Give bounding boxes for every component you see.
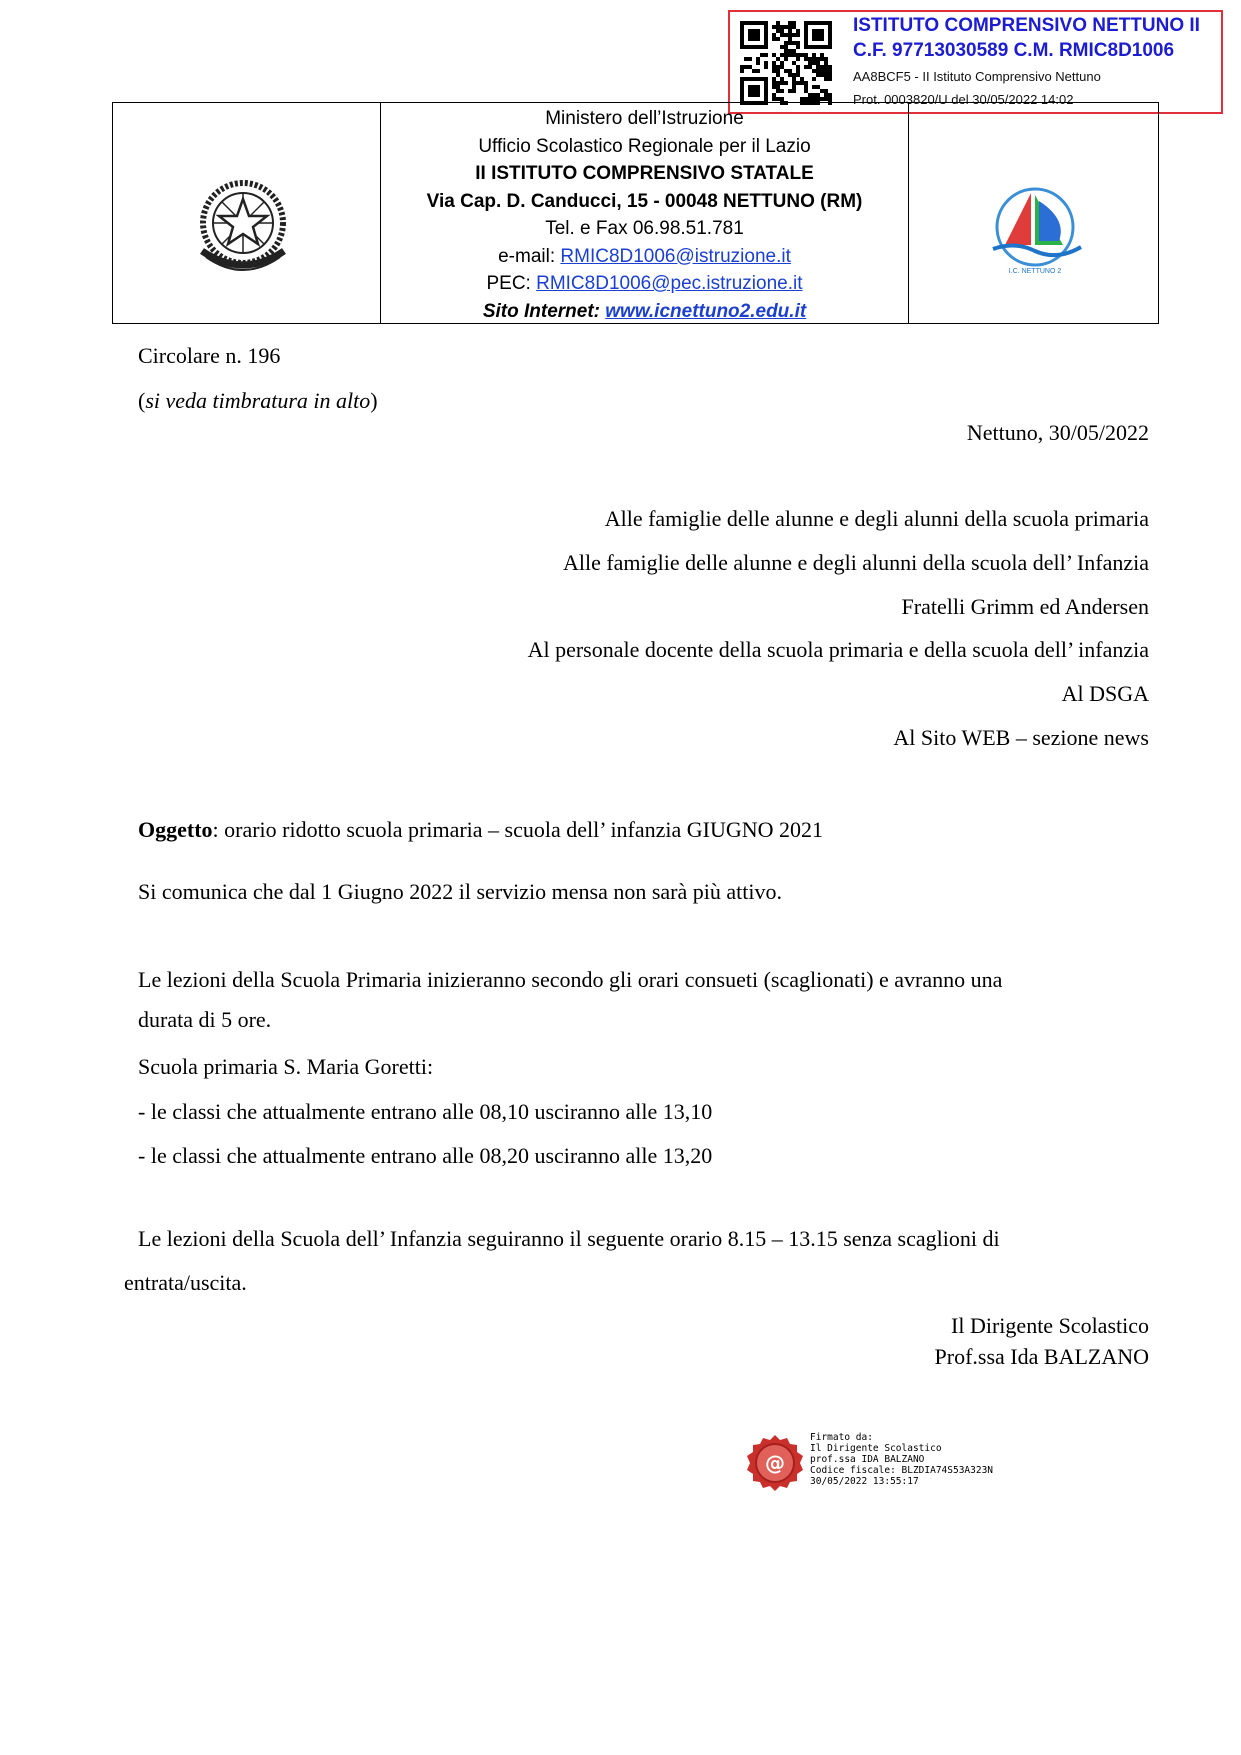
signature-name: Prof.ssa Ida BALZANO (934, 1344, 1149, 1369)
recipient-line: Al Sito WEB – sezione news (893, 725, 1149, 750)
email-line (381, 243, 908, 271)
stamp-protocol: Prot. 0003820/U del 30/05/2022 14:02 (853, 92, 1074, 107)
digital-signature-seal-icon (744, 1432, 806, 1494)
list-item: - le classi che attualmente entrano alle 08,20 usciranno alle 13,20 (138, 1143, 713, 1168)
signature-detail: 30/05/2022 13:55:17 (810, 1476, 919, 1487)
circular-note: (si veda timbratura in alto) (138, 388, 378, 413)
place-date: Nettuno, 30/05/2022 (966, 420, 1149, 445)
body-paragraph: durata di 5 ore. (138, 1007, 272, 1032)
logo-caption: I.C. NETTUNO 2 (1008, 268, 1062, 275)
email-label: e-mail: (498, 245, 561, 267)
protocol-stamp (728, 10, 1223, 114)
stamp-codes: C.F. 97713030589 C.M. RMIC8D1006 (853, 40, 1175, 61)
site-label: Sito Internet: (482, 300, 606, 322)
signature-role: Il Dirigente Scolastico (951, 1313, 1149, 1338)
digital-signature-block (810, 1432, 993, 1487)
qr-code-icon (740, 20, 832, 106)
signature-detail: Il Dirigente Scolastico (810, 1443, 942, 1454)
email-link[interactable]: RMIC8D1006@istruzione.it (560, 245, 791, 267)
school-name: II ISTITUTO COMPRENSIVO STATALE (475, 163, 814, 184)
subject-label: Oggetto (138, 817, 213, 842)
recipient-line: Al personale docente della scuola primaria e della scuola dell’ infanzia (527, 637, 1149, 662)
site-line (381, 298, 908, 326)
signature-detail: prof.ssa IDA BALZANO (810, 1454, 925, 1465)
body-paragraph: Le lezioni della Scuola Primaria inizieranno secondo gli orari consueti (scaglionati) e avranno una (138, 967, 1003, 992)
subject-text: : orario ridotto scuola primaria – scuola dell’ infanzia GIUGNO 2021 (212, 817, 824, 842)
recipient-line: Alle famiglie delle alunne e degli alunni della scuola primaria (604, 506, 1149, 531)
letterhead-table (112, 102, 1159, 324)
letterhead-divider (908, 103, 909, 323)
pec-line (381, 270, 908, 298)
italian-republic-emblem-icon (188, 171, 298, 281)
list-item: - le classi che attualmente entrano alle 08,10 usciranno alle 13,10 (138, 1099, 713, 1124)
signature-detail: Codice fiscale: BLZDIA74S53A323N (810, 1465, 994, 1476)
school-phone: Tel. e Fax 06.98.51.781 (545, 218, 744, 239)
letterhead-text (381, 105, 908, 325)
subject-line (138, 817, 823, 843)
body-paragraph: Scuola primaria S. Maria Goretti: (138, 1054, 434, 1079)
stamp-aoo: AA8BCF5 - II Istituto Comprensivo Nettuno (853, 69, 1101, 84)
recipient-line: Al DSGA (1061, 681, 1149, 706)
school-address: Via Cap. D. Canducci, 15 - 00048 NETTUNO (RM) (426, 190, 863, 212)
signature-detail: Firmato da: (810, 1432, 873, 1443)
body-paragraph: entrata/uscita. (124, 1270, 247, 1295)
recipient-line: Alle famiglie delle alunne e degli alunni della scuola dell’ Infanzia (562, 550, 1149, 575)
regional-office: Ufficio Scolastico Regionale per il Lazio (478, 135, 811, 157)
recipient-line: Fratelli Grimm ed Andersen (901, 594, 1149, 619)
circular-number: Circolare n. 196 (138, 343, 281, 368)
body-paragraph: Le lezioni della Scuola dell’ Infanzia seguiranno il seguente orario 8.15 – 13.15 senza scaglioni di (138, 1226, 1000, 1251)
site-link[interactable]: www.icnettuno2.edu.it (605, 300, 807, 322)
pec-link[interactable]: RMIC8D1006@pec.istruzione.it (536, 273, 803, 294)
stamp-institute: ISTITUTO COMPRENSIVO NETTUNO II (853, 15, 1200, 36)
pec-label: PEC: (486, 273, 537, 294)
body-paragraph: Si comunica che dal 1 Giugno 2022 il servizio mensa non sarà più attivo. (138, 879, 782, 904)
ministry-name: Ministero dell’Istruzione (545, 108, 744, 129)
svg-text:@: @ (765, 1451, 785, 1475)
school-sailboat-logo-icon (985, 179, 1085, 279)
